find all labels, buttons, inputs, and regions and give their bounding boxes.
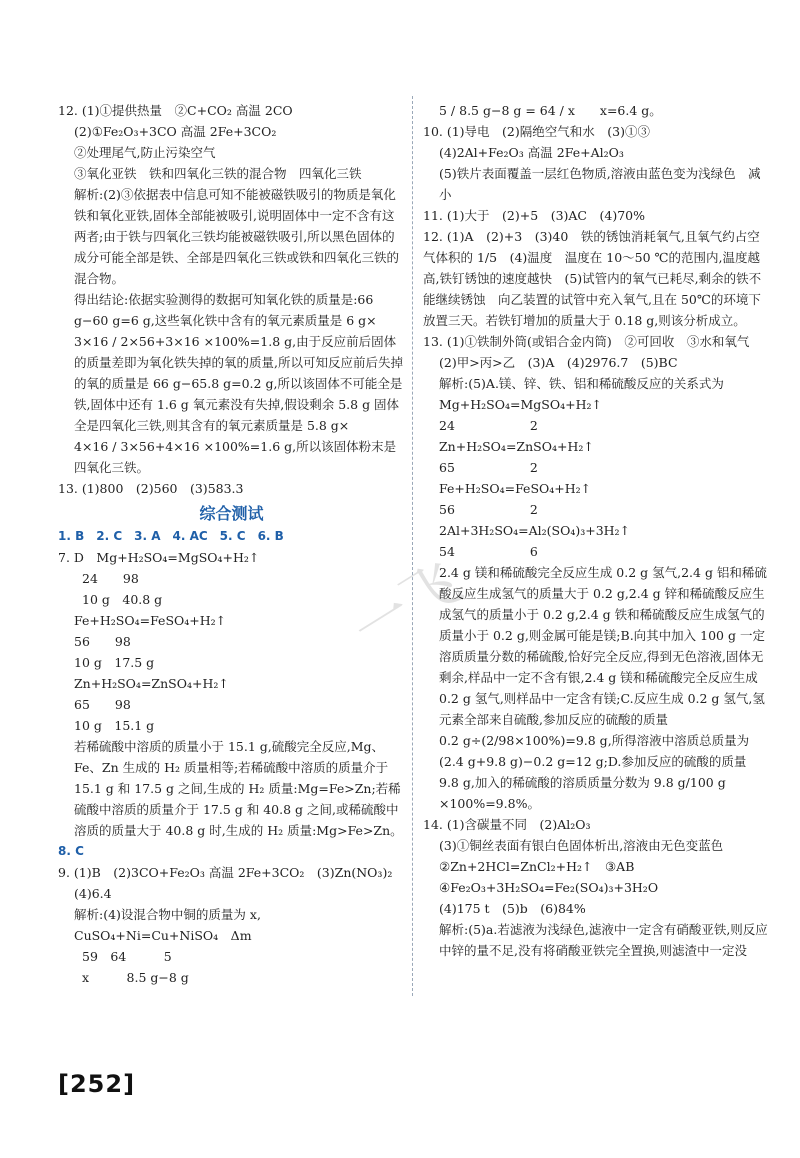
q13-part1: 13. (1)①铁制外筒(或铝合金内筒) ②可回收 ③水和氧气 (423, 334, 750, 349)
q11-answer: 11. (1)大于 (2)+5 (3)AC (4)70% (423, 208, 645, 223)
eq-fe-mass: 56 2 (439, 502, 538, 517)
q12-conclusion: 得出结论:依据实验测得的数据可知氧化铁的质量是:66 g−60 g=6 g,这些氧化铁中含有的氧元素质量是 6 g× (74, 292, 377, 328)
q7-eq-mg: 7. D Mg+H₂SO₄=MgSO₄+H₂↑ (58, 550, 260, 565)
q10-part4: (4)2Al+Fe₂O₃ 高温 2Fe+Al₂O₃ (439, 145, 624, 160)
q13-part2: (2)甲>丙>乙 (3)A (4)2976.7 (5)BC (439, 355, 678, 370)
eq-fe: Fe+H₂SO₄=FeSO₄+H₂↑ (439, 481, 592, 496)
choice-answers: 1. B 2. C 3. A 4. AC 5. C 6. B (58, 529, 284, 543)
section-title: 综合测试 (199, 504, 264, 523)
eq-zn: Zn+H₂SO₄=ZnSO₄+H₂↑ (439, 439, 594, 454)
q13-explanation: 2.4 g 镁和稀硫酸完全反应生成 0.2 g 氢气,2.4 g 铝和稀硫酸反应生成氢气的质量大于 0.2 g,2.4 g 锌和稀硫酸反应生成氢气的质量小于 0.2 g,2.4 g 铁和稀硫酸反应生成氢气的质量小于 0.2 g,则金属可能是镁;B.向其中加入 100 g 一定溶质质量分数的稀硫酸,恰好完全反应,得到无色溶液,固体无剩余,样品中一定不含有银,2.4 g 镁和稀硫酸完全反应生成 0.2 g 氢气,则样品中一定含有镁;C.反应生成 0.2 g 氢气,氢元素全部来自硫酸,参加反应的硫酸的质量 (439, 565, 767, 727)
eq-zn-mass: 65 2 (439, 460, 538, 475)
q9-proportion: 5 / 8.5 g−8 g = 64 / x x=6.4 g。 (439, 103, 662, 118)
q13-calc-3: 9.8 g,加入的稀硫酸的溶质质量分数为 9.8 g/100 g ×100%=9.8%。 (439, 775, 726, 811)
q12-calc-1: 3×16 / 2×56+3×16 ×100%=1.8 g,由于反应前后固体的质量差即为氧化铁失掉的氧的质量,所以可知反应前后失掉的氧的质量是 66 g−65.8 g=0.2 g,所以该固体不可能全是铁,固体中还有 1.6 g 氧元素没有失掉,假设剩余 5.8 g 固体全是四氧化三铁,则其含有的氧元素质量是 5.8 g× (74, 334, 403, 433)
q7-zn-val: 10 g 15.1 g (74, 718, 155, 733)
q7-mg-val: 10 g 40.8 g (82, 592, 163, 607)
q14-part3-2: ②Zn+2HCl=ZnCl₂+H₂↑ ③AB (439, 859, 635, 874)
q9-mass-row: 59 64 5 (82, 949, 172, 964)
q12-analysis: 解析:(2)③依据表中信息可知不能被磁铁吸引的物质是氧化铁和氧化亚铁,固体全部能被吸引,说明固体中一定不含有这两者;由于铁与四氧化三铁均能被磁铁吸引,所以黑色固体的成分可能全部是铁、全部是四氧化三铁或铁和四氧化三铁的混合物。 (74, 187, 400, 286)
q12-calc-2: 4×16 / 3×56+4×16 ×100%=1.6 g,所以该固体粉末是四氧化三铁。 (74, 439, 397, 475)
q13-analysis: 解析:(5)A.镁、锌、铁、铝和稀硫酸反应的关系式为 (439, 376, 724, 391)
q7-fe-val: 10 g 17.5 g (74, 655, 155, 670)
q7-eq-zn: Zn+H₂SO₄=ZnSO₄+H₂↑ (74, 676, 229, 691)
q9-part4: (4)6.4 (74, 886, 112, 901)
q14-part3-4: ④Fe₂O₃+3H₂SO₄=Fe₂(SO₄)₃+3H₂O (439, 880, 659, 895)
q10-answer: 10. (1)导电 (2)隔绝空气和水 (3)①③ (423, 124, 650, 139)
q14-part4: (4)175 t (5)b (6)84% (439, 901, 586, 916)
left-column (58, 100, 405, 988)
q13-calc-2: (2.4 g+9.8 g)−0.2 g=12 g;D.参加反应的硫酸的质量 (439, 754, 747, 769)
q8-answer: 8. C (58, 844, 84, 858)
q9-answer: 9. (1)B (2)3CO+Fe₂O₃ 高温 2Fe+3CO₂ (3)Zn(NO₃)₂ (58, 865, 393, 880)
eq-al: 2Al+3H₂SO₄=Al₂(SO₄)₃+3H₂↑ (439, 523, 631, 538)
q14-part1: 14. (1)含碳量不同 (2)Al₂O₃ (423, 817, 591, 832)
page-number: [252] (58, 1070, 136, 1098)
q14-analysis: 解析:(5)a.若滤液为浅绿色,滤液中一定含有硝酸亚铁,则反应中锌的量不足,没有将硝酸亚铁完全置换,则滤渣中一定没 (439, 922, 768, 958)
q10-part5: (5)铁片表面覆盖一层红色物质,溶液由蓝色变为浅绿色 减小 (439, 166, 761, 202)
eq-mg: Mg+H₂SO₄=MgSO₄+H₂↑ (439, 397, 602, 412)
q12-part2-3: ③氧化亚铁 铁和四氧化三铁的混合物 四氧化三铁 (74, 166, 362, 181)
q12-part2-1: (2)①Fe₂O₃+3CO 高温 2Fe+3CO₂ (74, 124, 277, 139)
q12-part2-2: ②处理尾气,防止污染空气 (74, 145, 216, 160)
column-divider (412, 96, 413, 996)
q7-zn-mass: 65 98 (74, 697, 131, 712)
watermark: 一飞 (342, 549, 472, 665)
eq-mg-mass: 24 2 (439, 418, 538, 433)
q7-mg-mass: 24 98 (82, 571, 139, 586)
q9-analysis: 解析:(4)设混合物中铜的质量为 x, (74, 907, 261, 922)
q7-fe-mass: 56 98 (74, 634, 131, 649)
q9-equation: CuSO₄+Ni=Cu+NiSO₄ Δm (74, 928, 252, 943)
q13-answer: 13. (1)800 (2)560 (3)583.3 (58, 481, 244, 496)
q12-part1: 12. (1)①提供热量 ②C+CO₂ 高温 2CO (58, 103, 293, 118)
q7-eq-fe: Fe+H₂SO₄=FeSO₄+H₂↑ (74, 613, 227, 628)
q9-x-row: x 8.5 g−8 g (82, 970, 189, 985)
q12-answer: 12. (1)A (2)+3 (3)40 铁的锈蚀消耗氧气,且氧气约占空气体积的 1/5 (4)温度 温度在 10～50 ℃的范围内,温度越高,铁钉锈蚀的速度越快 (5)试管内的氧气已耗尽,剩余的铁不能继续锈蚀 向乙装置的试管中充入氧气,且在 50℃的环境下放置三天。若铁钉增加的质量大于 0.18 g,则该分析成立。 (423, 229, 762, 328)
q7-explanation: 若稀硫酸中溶质的质量小于 15.1 g,硫酸完全反应,Mg、Fe、Zn 生成的 H₂ 质量相等;若稀硫酸中溶质的质量介于 15.1 g 和 17.5 g 之间,生成的 H₂ 质量:Mg=Fe>Zn;若稀硫酸中溶质的质量介于 17.5 g 和 40.8 g 之间,或稀硫酸中溶质的质量大于 40.8 g 时,生成的 H₂ 质量:Mg>Fe>Zn。 (74, 739, 403, 838)
q14-part3-1: (3)①铜丝表面有银白色固体析出,溶液由无色变蓝色 (439, 838, 724, 853)
right-column (423, 100, 768, 961)
eq-al-mass: 54 6 (439, 544, 538, 559)
q13-calc-1: 0.2 g÷(2/98×100%)=9.8 g,所得溶液中溶质总质量为 (439, 733, 750, 748)
